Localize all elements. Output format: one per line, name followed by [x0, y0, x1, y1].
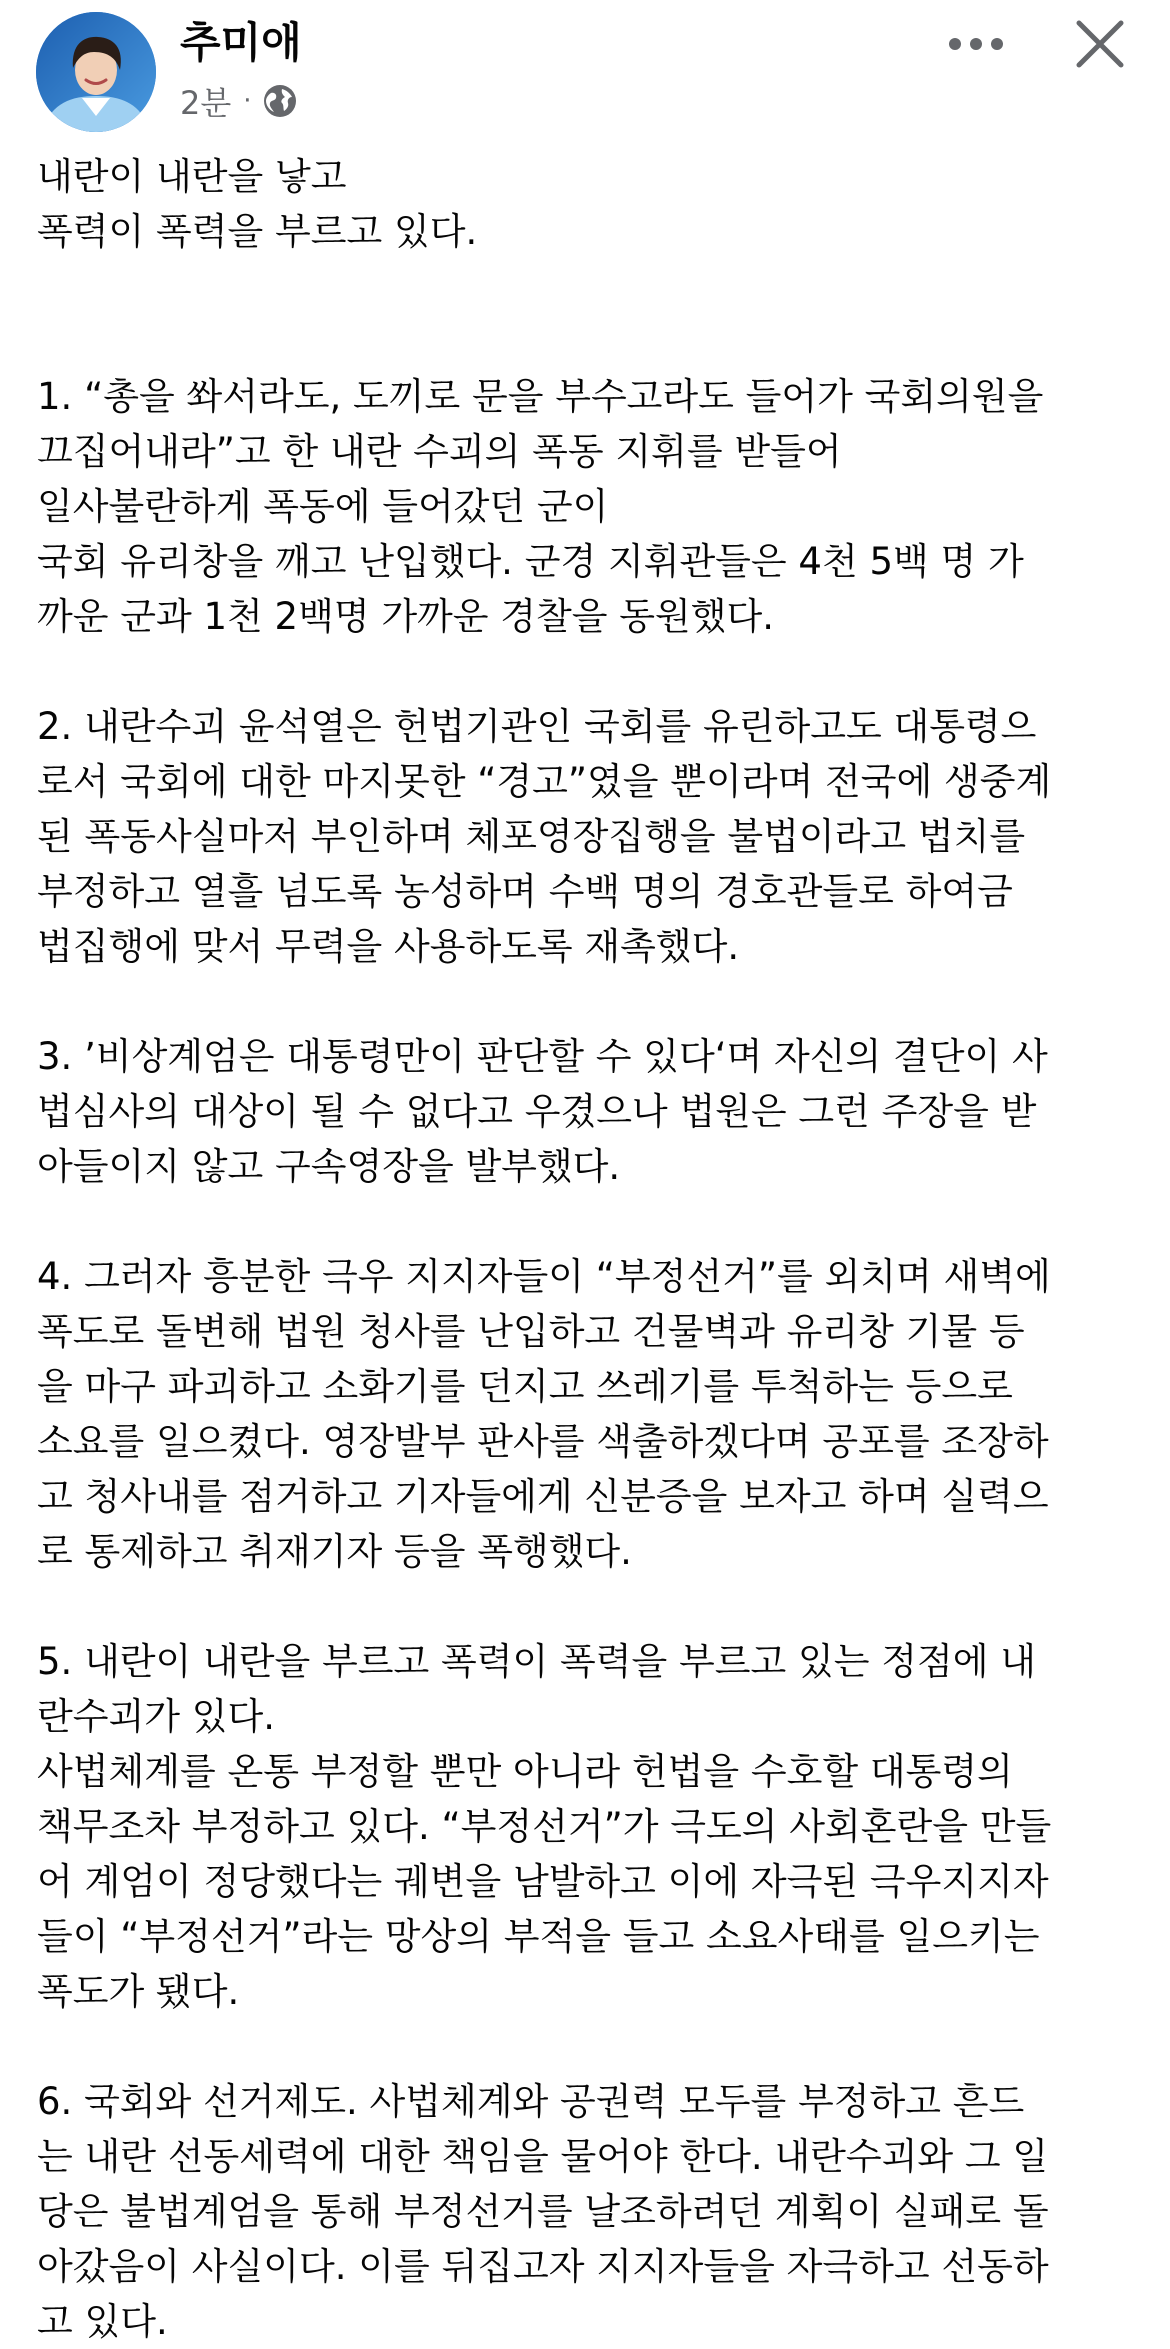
- paragraph-line: 소요를 일으켰다. 영장발부 판사를 색출하겠다며 공포를 조장하: [37, 1420, 1049, 1463]
- paragraph-4: [37, 1249, 1147, 1579]
- paragraph-line: 책무조차 부정하고 있다. “부정선거”가 극도의 사회혼란을 만들: [37, 1805, 1052, 1848]
- paragraph-line: 어 계엄이 정당했다는 궤변을 남발하고 이에 자극된 극우지지자: [37, 1860, 1049, 1903]
- paragraph-line: 폭도가 됐다.: [37, 1970, 240, 2013]
- paragraph-line: 3. ’비상계엄은 대통령만이 판단할 수 있다‘며 자신의 결단이 사: [37, 1035, 1048, 1078]
- paragraph-line: 로서 국회에 대한 마지못한 “경고”였을 뿐이라며 전국에 생중계: [37, 760, 1052, 803]
- author-name[interactable]: 추미애: [180, 18, 302, 67]
- paragraph-line: 2. 내란수괴 윤석열은 헌법기관인 국회를 유린하고도 대통령으: [37, 705, 1037, 748]
- paragraph-line: 란수괴가 있다.: [37, 1695, 275, 1738]
- paragraph-line: 6. 국회와 선거제도. 사법체계와 공권력 모두를 부정하고 흔드: [37, 2080, 1025, 2123]
- more-options-icon: [946, 36, 1006, 52]
- paragraph-5: [37, 1634, 1147, 2019]
- paragraph-6: [37, 2074, 1147, 2349]
- intro-line: 내란이 내란을 낳고: [37, 155, 347, 198]
- paragraph-line: 까운 군과 1천 2백명 가까운 경찰을 동원했다.: [37, 595, 775, 638]
- paragraph-line: 는 내란 선동세력에 대한 책임을 물어야 한다. 내란수괴와 그 일: [37, 2135, 1049, 2178]
- paragraph-line: 일사불란하게 폭동에 들어갔던 군이: [37, 485, 609, 528]
- paragraph-2: [37, 699, 1147, 974]
- paragraph-line: 국회 유리창을 깨고 난입했다. 군경 지휘관들은 4천 5백 명 가: [37, 540, 1024, 583]
- paragraph-line: 폭도로 돌변해 법원 청사를 난입하고 건물벽과 유리창 기물 등: [37, 1310, 1025, 1353]
- meta-separator: ·: [243, 86, 252, 116]
- paragraph-line: 아갔음이 사실이다. 이를 뒤집고자 지지자들을 자극하고 선동하: [37, 2245, 1049, 2288]
- post-time[interactable]: 2분: [180, 84, 232, 122]
- more-options-button[interactable]: [936, 14, 1016, 74]
- post-meta: [180, 78, 298, 124]
- avatar-photo: [36, 12, 156, 132]
- paragraph-line: 사법체계를 온통 부정할 뿐만 아니라 헌법을 수호할 대통령의: [37, 1750, 1013, 1793]
- paragraph-line: 로 통제하고 취재기자 등을 폭행했다.: [37, 1530, 632, 1573]
- paragraph-line: 을 마구 파괴하고 소화기를 던지고 쓰레기를 투척하는 등으로: [37, 1365, 1013, 1408]
- paragraph-line: 5. 내란이 내란을 부르고 폭력이 폭력을 부르고 있는 정점에 내: [37, 1640, 1036, 1683]
- paragraph-line: 법심사의 대상이 될 수 없다고 우겼으나 법원은 그런 주장을 받: [37, 1090, 1037, 1133]
- author-avatar[interactable]: [36, 12, 156, 132]
- close-button[interactable]: [1066, 10, 1134, 78]
- paragraph-1: [37, 369, 1147, 644]
- paragraph-line: 법집행에 맞서 무력을 사용하도록 재촉했다.: [37, 925, 740, 968]
- post-body: [37, 149, 1147, 2349]
- paragraph-line: 아들이지 않고 구속영장을 발부했다.: [37, 1145, 621, 1188]
- close-icon: [1075, 19, 1125, 69]
- paragraph-line: 부정하고 열흘 넘도록 농성하며 수백 명의 경호관들로 하여금: [37, 870, 1013, 913]
- paragraph-line: 4. 그러자 흥분한 극우 지지자들이 “부정선거”를 외치며 새벽에: [37, 1255, 1051, 1298]
- paragraph-line: 들이 “부정선거”라는 망상의 부적을 들고 소요사태를 일으키는: [37, 1915, 1040, 1958]
- paragraph-line: 된 폭동사실마저 부인하며 체포영장집행을 불법이라고 법치를: [37, 815, 1026, 858]
- paragraph-line: 고 있다.: [37, 2300, 168, 2343]
- globe-icon[interactable]: [262, 83, 298, 119]
- paragraph-line: 당은 불법계엄을 통해 부정선거를 날조하려던 계획이 실패로 돌: [37, 2190, 1049, 2233]
- paragraph-line: 고 청사내를 점거하고 기자들에게 신분증을 보자고 하며 실력으: [37, 1475, 1049, 1518]
- post-header: [0, 0, 1170, 140]
- paragraph-line: 1. “총을 쏴서라도, 도끼로 문을 부수고라도 들어가 국회의원을: [37, 375, 1044, 418]
- paragraph-line: 끄집어내라”고 한 내란 수괴의 폭동 지휘를 받들어: [37, 430, 842, 473]
- intro-line: 폭력이 폭력을 부르고 있다.: [37, 210, 478, 253]
- paragraph-3: [37, 1029, 1147, 1194]
